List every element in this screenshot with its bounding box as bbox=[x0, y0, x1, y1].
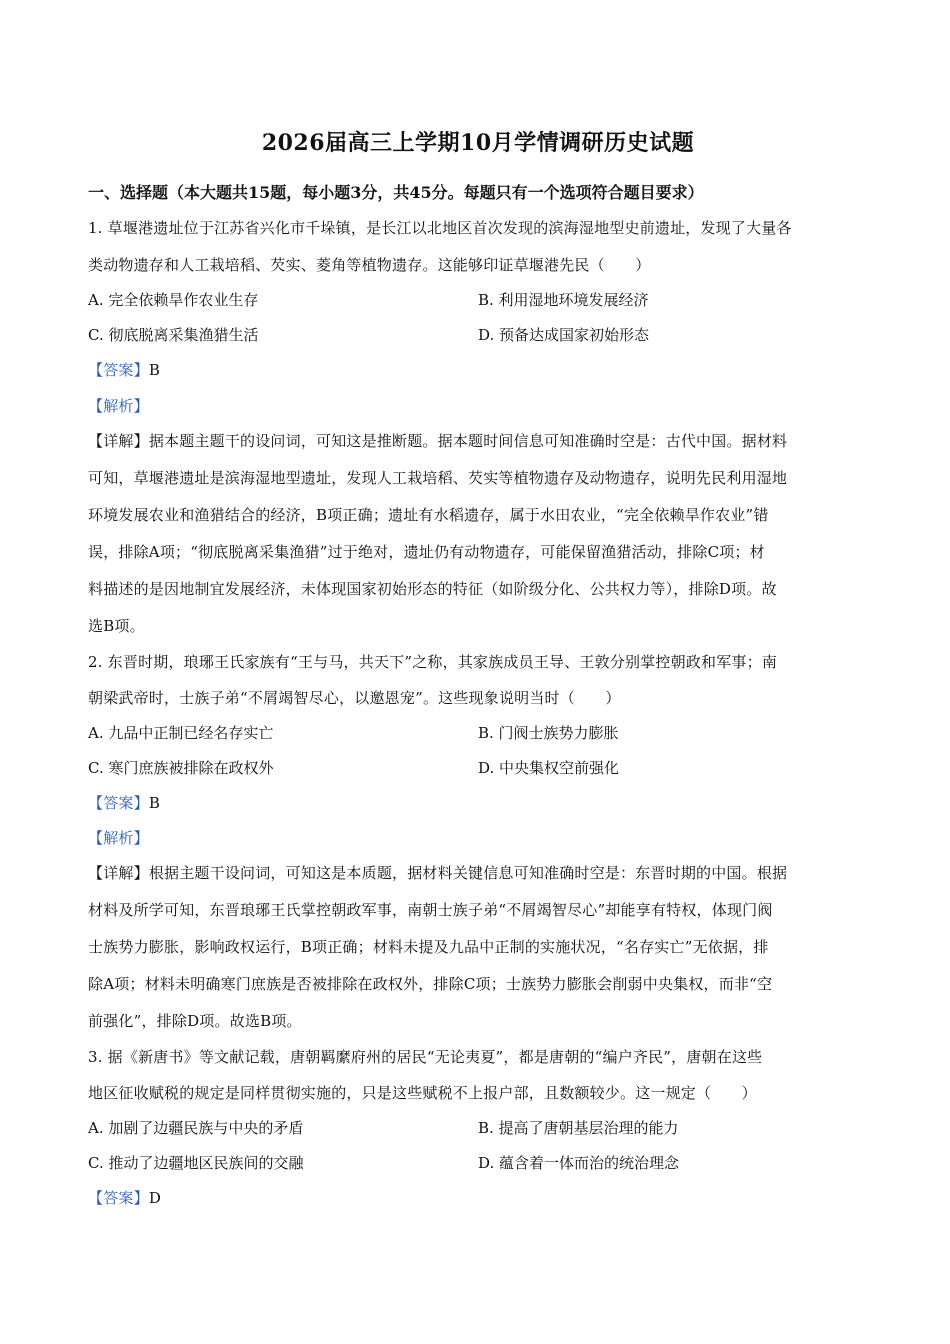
question-1-option-a: A. 完全依赖旱作农业生存 bbox=[88, 291, 259, 309]
answer-value: B bbox=[148, 794, 161, 812]
question-2-detail-line-3: 士族势力膨胀，影响政权运行，B项正确；材料未提及九品中正制的实施状况，“名存实亡”无依据，排 bbox=[88, 938, 769, 956]
page-title: 2026届高三上学期10月学情调研历史试题 bbox=[261, 130, 695, 156]
question-2-option-d: D. 中央集权空前强化 bbox=[478, 759, 620, 777]
question-1-answer bbox=[88, 359, 160, 381]
question-3-option-c: C. 推动了边疆地区民族间的交融 bbox=[88, 1154, 304, 1172]
question-1-detail-line-5: 料描述的是因地制宜发展经济，未体现国家初始形态的特征（如阶级分化、公共权力等），排除D项。故 bbox=[88, 580, 777, 598]
question-2-answer bbox=[88, 792, 160, 814]
question-3-stem-line-1: 3. 据《新唐书》等文献记载，唐朝羁縻府州的居民“无论夷夏”，都是唐朝的“编户齐民”，唐朝在这些 bbox=[88, 1048, 763, 1066]
answer-label: 【答案】 bbox=[88, 1189, 149, 1207]
question-2-option-c: C. 寒门庶族被排除在政权外 bbox=[88, 759, 274, 777]
section-heading: 一、选择题（本大题共15题，每小题3分，共45分。每题只有一个选项符合题目要求） bbox=[88, 183, 704, 202]
question-3-option-b: B. 提高了唐朝基层治理的能力 bbox=[478, 1119, 679, 1137]
question-1-detail-line-3: 环境发展农业和渔猎结合的经济，B项正确；遗址有水稻遗存，属于水田农业，“完全依赖旱作农业”错 bbox=[88, 506, 769, 524]
answer-label: 【答案】 bbox=[88, 361, 149, 379]
answer-label: 【答案】 bbox=[88, 794, 149, 812]
answer-value: D bbox=[148, 1189, 162, 1207]
question-2-detail-line-5: 前强化”，排除D项。故选B项。 bbox=[88, 1012, 302, 1030]
detail-label: 【详解】 bbox=[88, 864, 149, 882]
question-2-detail-line-1: 【详解】根据主题干设问词，可知这是本质题，据材料关键信息可知准确时空是：东晋时期的中国。根据 bbox=[88, 864, 788, 882]
question-1-detail-line-2: 可知，草堰港遗址是滨海湿地型遗址，发现人工栽培稻、芡实等植物遗存及动物遗存，说明先民利用湿地 bbox=[88, 469, 788, 487]
question-2-option-a: A. 九品中正制已经名存实亡 bbox=[88, 724, 274, 742]
analysis-label: 【解析】 bbox=[88, 397, 149, 415]
question-1-analysis-label bbox=[88, 395, 149, 417]
question-2-stem-line-2: 朝梁武帝时，士族子弟“不屑竭智尽心，以邀恩宠”。这些现象说明当时（ ） bbox=[88, 689, 621, 707]
answer-value: B bbox=[148, 361, 161, 379]
question-2-detail-line-4: 除A项；材料未明确寒门庶族是否被排除在政权外，排除C项；士族势力膨胀会削弱中央集权，而非“空 bbox=[88, 975, 773, 993]
question-1-stem-line-1: 1. 草堰港遗址位于江苏省兴化市千垛镇，是长江以北地区首次发现的滨海湿地型史前遗址，发现了大量各 bbox=[88, 219, 792, 237]
analysis-label: 【解析】 bbox=[88, 829, 149, 847]
question-1-stem-line-2: 类动物遗存和人工栽培稻、芡实、菱角等植物遗存。这能够印证草堰港先民（ ） bbox=[88, 256, 651, 274]
question-1-option-d: D. 预备达成国家初始形态 bbox=[478, 326, 650, 344]
question-1-option-b: B. 利用湿地环境发展经济 bbox=[478, 291, 649, 309]
question-1-detail-line-6: 选B项。 bbox=[88, 617, 145, 635]
question-2-analysis-label bbox=[88, 827, 149, 849]
question-3-option-d: D. 蕴含着一体而治的统治理念 bbox=[478, 1154, 680, 1172]
question-3-answer bbox=[88, 1187, 161, 1209]
question-2-option-b: B. 门阀士族势力膨胀 bbox=[478, 724, 619, 742]
question-3-option-a: A. 加剧了边疆民族与中央的矛盾 bbox=[88, 1119, 304, 1137]
question-2-detail-line-2: 材料及所学可知，东晋琅琊王氏掌控朝政军事，南朝士族子弟“不屑竭智尽心”却能享有特权，体现门阀 bbox=[88, 901, 773, 919]
question-2-stem-line-1: 2. 东晋时期，琅琊王氏家族有“王与马，共天下”之称，其家族成员王导、王敦分别掌控朝政和军事；南 bbox=[88, 653, 778, 671]
question-1-detail-line-1: 【详解】据本题主题干的设问词，可知这是推断题。据本题时间信息可知准确时空是：古代中国。据材料 bbox=[88, 432, 788, 450]
question-3-stem-line-2: 地区征收赋税的规定是同样贯彻实施的，只是这些赋税不上报户部，且数额较少。这一规定（ ） bbox=[88, 1084, 757, 1102]
question-1-option-c: C. 彻底脱离采集渔猎生活 bbox=[88, 326, 259, 344]
question-1-detail-line-4: 误，排除A项；“彻底脱离采集渔猎”过于绝对，遗址仍有动物遗存，可能保留渔猎活动，排除C项；材 bbox=[88, 543, 765, 561]
detail-label: 【详解】 bbox=[88, 432, 149, 450]
